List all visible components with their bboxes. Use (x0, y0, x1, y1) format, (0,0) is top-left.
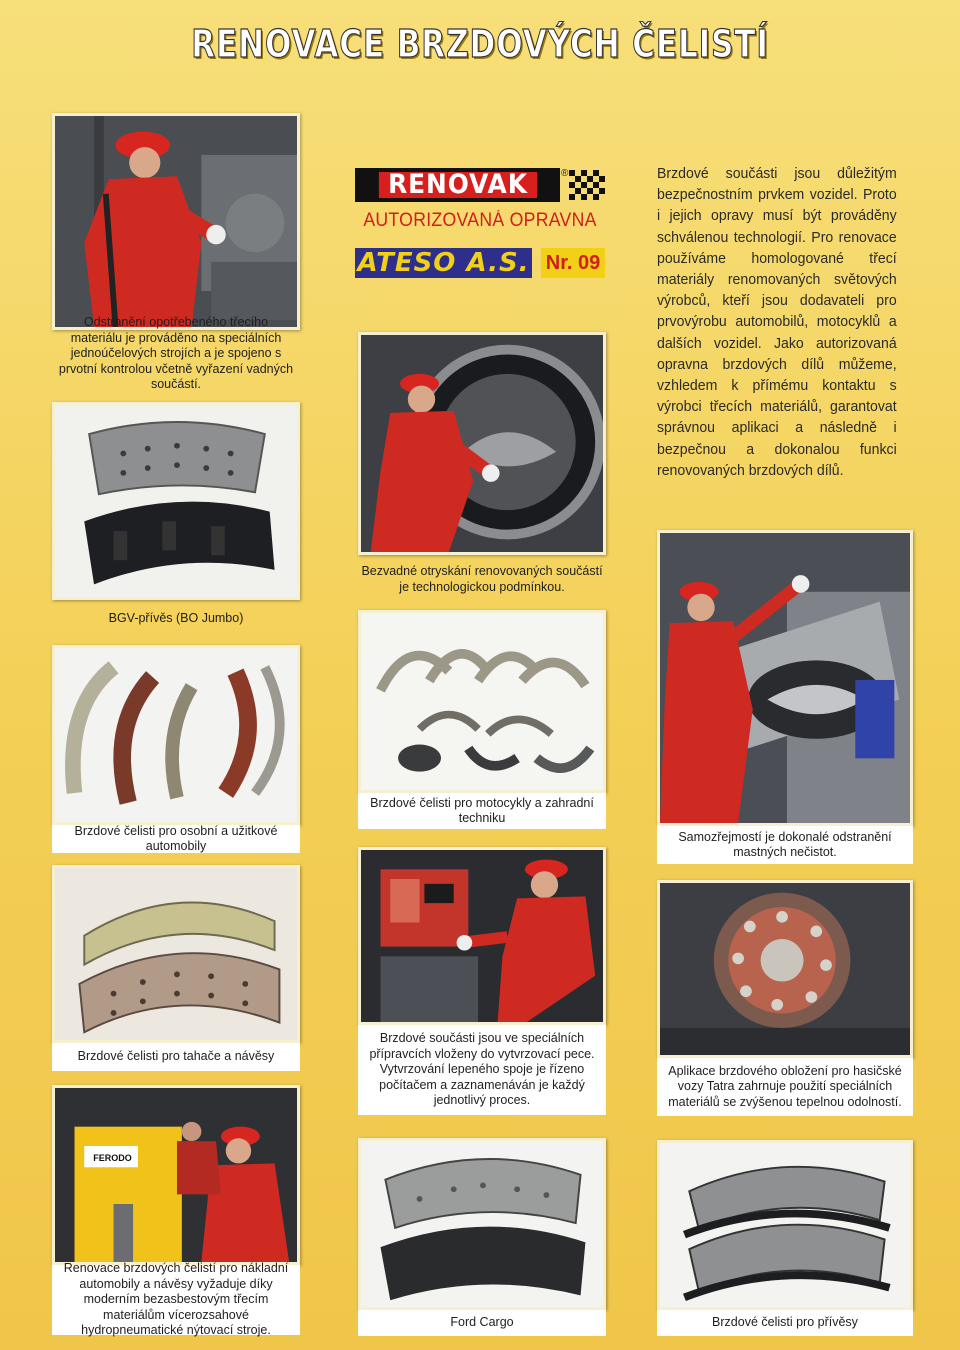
caption-tractor-shoes: Brzdové čelisti pro tahače a návěsy (52, 1043, 300, 1071)
caption-degreasing: Samozřejmostí je dokonalé odstranění mastných nečistot. (657, 826, 913, 864)
photo-tractor-brake-shoes (52, 865, 300, 1043)
photo-degreasing-worker (657, 530, 913, 826)
photo-blasting-worker (358, 332, 606, 555)
caption-trailer-shoes: Brzdové čelisti pro přívěsy (657, 1310, 913, 1336)
renovak-logo: RENOVAK (355, 168, 560, 202)
checkered-flag-icon (569, 170, 607, 202)
caption-grinding: Odstranění opotřebeného třecího materiálu je prováděno na speciálních jednoúčelových strojích a je spojeno s prvotní kontrolou včetně vyřazení vadných součástí. (58, 315, 294, 392)
photo-motorcycle-brake-shoes (358, 610, 606, 793)
photo-curing-oven-worker (358, 847, 606, 1025)
photo-truck-riveting (52, 1085, 300, 1265)
intro-paragraph: Brzdové součásti jsou důležitým bezpečnostním prvkem vozidel. Proto i jejich opravy musí být prováděny schválenou technologií. Pro renovace používáme homologované třecí materiály renomovaných světových výrobců, kteří jsou dodavateli pro prvovýrobu automobilů, motocyklů a dalších vozidel. Jako autorizovaná opravna brzdových dílů můžeme, vzhledem k přímému kontaktu s výrobci třecích materiálů, garantovat správnou aplikaci a následně i bezpečnou a dokonalou funkci renovovaných brzdových dílů. (657, 165, 897, 479)
workshop-number-badge: Nr. 09 (541, 248, 605, 278)
caption-bgv-trailer: BGV-přívěs (BO Jumbo) (108, 611, 244, 625)
photo-trailer-brake-shoes (657, 1140, 913, 1310)
page-title: RENOVACE BRZDOVÝCH ČELISTÍ (191, 22, 769, 66)
caption-curing-oven: Brzdové součásti jsou ve speciálních přípravcích vloženy do vytvrzovací pece. Vytvrzování lepeného spoje je řízeno počítačem a zaznamenáván je každý jednotlivý proces. (358, 1025, 606, 1115)
authorized-workshop-label: AUTORIZOVANÁ OPRAVNA (363, 210, 597, 231)
caption-tatra: Aplikace brzdového obložení pro hasičské vozy Tatra zahrnuje použití speciálních materiálů se zvýšenou tepelnou odolností. (657, 1058, 913, 1116)
caption-motorcycle-shoes: Brzdové čelisti pro motocykly a zahradní techniku (358, 793, 606, 829)
ateso-logo: ATESO A.S. (355, 248, 532, 278)
ferodo-label: FERODO (93, 1153, 132, 1163)
photo-brake-shoes-machine (52, 402, 300, 600)
caption-car-shoes: Brzdové čelisti pro osobní a užitkové automobily (52, 825, 300, 853)
renovak-logo-block: RENOVAK ® AUTORIZOVANÁ OPRAVNA ATESO A.S. Nr. 09 (352, 168, 608, 283)
photo-grinding-worker (52, 113, 300, 330)
photo-tatra-brake-hub (657, 880, 913, 1058)
photo-ford-cargo-shoes (358, 1138, 606, 1310)
caption-ford-cargo: Ford Cargo (358, 1310, 606, 1336)
caption-blasting: Bezvadné otryskání renovovaných součástí je technologickou podmínkou. (361, 564, 603, 594)
caption-truck-riveting: Renovace brzdových čelistí pro nákladní automobily a návěsy vyžaduje díky moderním bezasbestovým třecím materiálům vícerozsahové hydropneumatické nýtovací stroje. (52, 1265, 300, 1335)
photo-car-brake-shoes (52, 645, 300, 825)
